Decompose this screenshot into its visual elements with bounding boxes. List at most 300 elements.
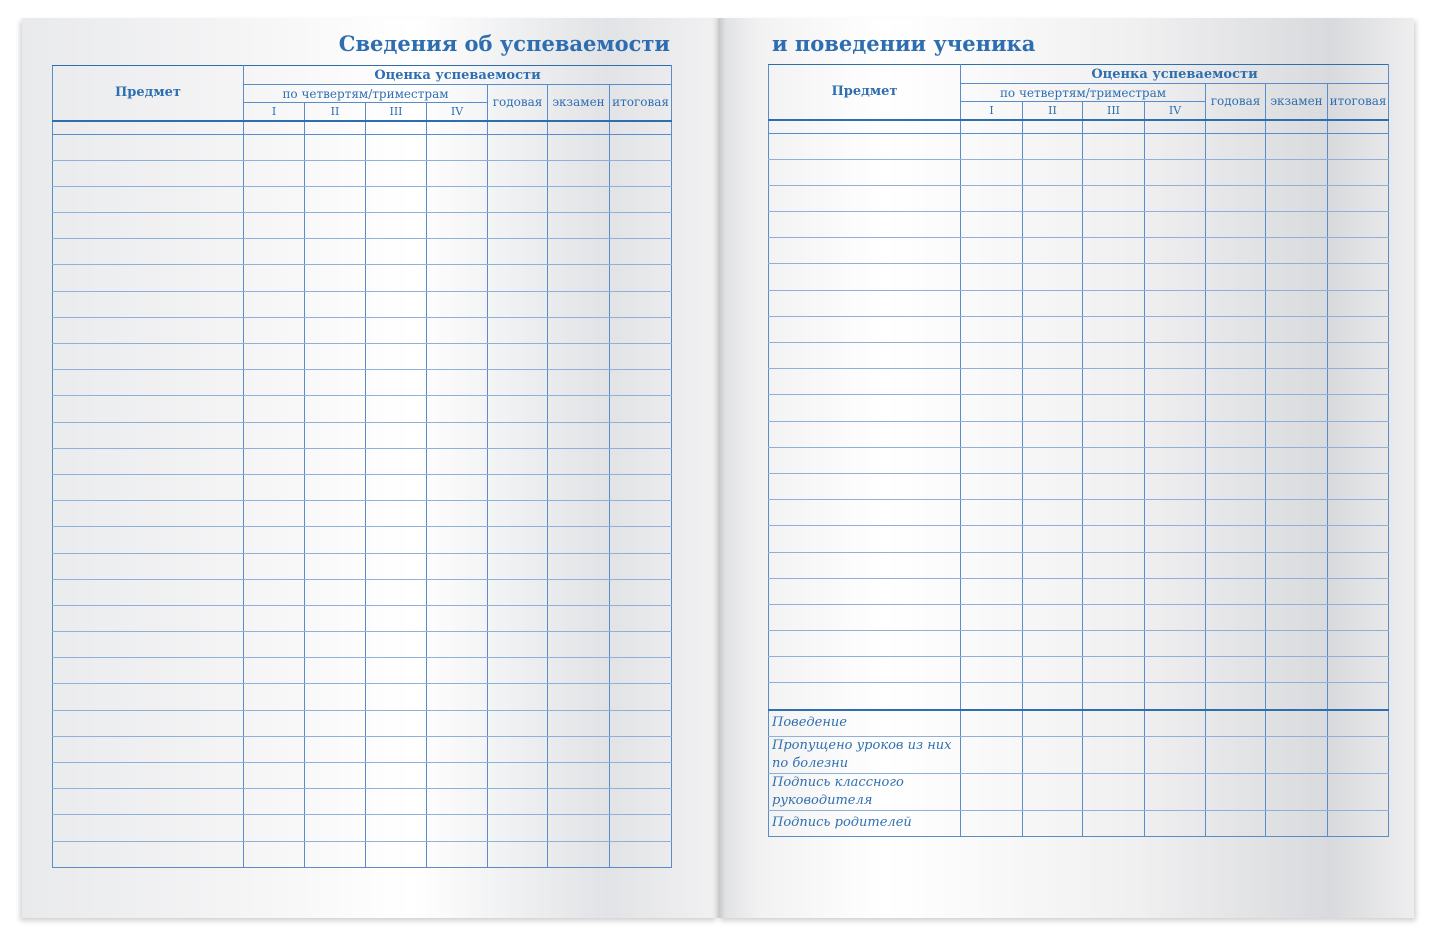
- grade-cell[interactable]: [1206, 133, 1266, 159]
- grade-cell[interactable]: [305, 553, 366, 579]
- grade-cell[interactable]: [488, 422, 548, 448]
- grade-cell[interactable]: [305, 684, 366, 710]
- grade-cell[interactable]: [427, 553, 488, 579]
- grade-cell[interactable]: [1145, 578, 1206, 604]
- grade-cell[interactable]: [1266, 185, 1328, 211]
- grade-cell[interactable]: [427, 684, 488, 710]
- grade-cell[interactable]: [961, 343, 1023, 369]
- grade-cell[interactable]: [366, 763, 427, 789]
- subject-cell[interactable]: [53, 789, 244, 815]
- grade-cell[interactable]: [610, 684, 672, 710]
- subject-cell[interactable]: [769, 264, 961, 290]
- grade-cell[interactable]: [1206, 238, 1266, 264]
- grade-cell[interactable]: [1266, 500, 1328, 526]
- grade-cell[interactable]: [1328, 238, 1389, 264]
- grade-cell[interactable]: [1328, 264, 1389, 290]
- grade-cell[interactable]: [548, 710, 610, 736]
- grade-cell[interactable]: [305, 291, 366, 317]
- grade-cell[interactable]: [1023, 552, 1083, 578]
- grade-cell[interactable]: [305, 134, 366, 160]
- grade-cell[interactable]: [244, 710, 305, 736]
- grade-cell[interactable]: [488, 763, 548, 789]
- subject-cell[interactable]: [53, 370, 244, 396]
- grade-cell[interactable]: [610, 789, 672, 815]
- subject-cell[interactable]: [769, 683, 961, 710]
- grade-cell[interactable]: [488, 736, 548, 762]
- grade-cell[interactable]: [1083, 238, 1145, 264]
- grade-cell[interactable]: [548, 239, 610, 265]
- subject-cell[interactable]: [53, 501, 244, 527]
- subject-cell[interactable]: [53, 710, 244, 736]
- grade-cell[interactable]: [961, 290, 1023, 316]
- grade-cell[interactable]: [244, 579, 305, 605]
- grade-cell[interactable]: [1023, 526, 1083, 552]
- grade-cell[interactable]: [427, 291, 488, 317]
- grade-cell[interactable]: [1266, 343, 1328, 369]
- grade-cell[interactable]: [488, 710, 548, 736]
- grade-cell[interactable]: [488, 815, 548, 841]
- grade-cell[interactable]: [366, 239, 427, 265]
- subject-cell[interactable]: [769, 526, 961, 552]
- grade-cell[interactable]: [961, 473, 1023, 499]
- grade-cell[interactable]: [548, 474, 610, 500]
- grade-cell[interactable]: [427, 789, 488, 815]
- grade-cell[interactable]: [1145, 526, 1206, 552]
- subject-cell[interactable]: [53, 841, 244, 867]
- grade-cell[interactable]: [961, 369, 1023, 395]
- grade-cell[interactable]: [548, 186, 610, 212]
- grade-cell[interactable]: [1266, 238, 1328, 264]
- grade-cell[interactable]: [488, 501, 548, 527]
- subject-cell[interactable]: [53, 815, 244, 841]
- grade-cell[interactable]: [488, 684, 548, 710]
- grade-cell[interactable]: [244, 134, 305, 160]
- grade-cell[interactable]: [1328, 657, 1389, 683]
- grade-cell[interactable]: [961, 657, 1023, 683]
- grade-cell[interactable]: [961, 500, 1023, 526]
- grade-cell[interactable]: [1266, 421, 1328, 447]
- grade-cell[interactable]: [366, 396, 427, 422]
- grade-cell[interactable]: [1145, 657, 1206, 683]
- grade-cell[interactable]: [427, 448, 488, 474]
- grade-cell[interactable]: [1206, 683, 1266, 710]
- grade-cell[interactable]: [610, 396, 672, 422]
- grade-cell[interactable]: [427, 265, 488, 291]
- subject-cell[interactable]: [53, 658, 244, 684]
- grade-cell[interactable]: [305, 370, 366, 396]
- grade-cell[interactable]: [488, 160, 548, 186]
- subject-cell[interactable]: [53, 344, 244, 370]
- grade-cell[interactable]: [305, 736, 366, 762]
- grade-cell[interactable]: [961, 604, 1023, 630]
- subject-cell[interactable]: [53, 317, 244, 343]
- grade-cell[interactable]: [244, 160, 305, 186]
- grade-cell[interactable]: [1266, 631, 1328, 657]
- grade-cell[interactable]: [548, 317, 610, 343]
- grade-cell[interactable]: [1328, 159, 1389, 185]
- grade-cell[interactable]: [1083, 604, 1145, 630]
- subject-cell[interactable]: [53, 579, 244, 605]
- grade-cell[interactable]: [610, 763, 672, 789]
- grade-cell[interactable]: [244, 789, 305, 815]
- grade-cell[interactable]: [488, 658, 548, 684]
- grade-cell[interactable]: [1206, 421, 1266, 447]
- grade-cell[interactable]: [1266, 710, 1328, 737]
- grade-cell[interactable]: [1206, 343, 1266, 369]
- grade-cell[interactable]: [427, 501, 488, 527]
- grade-cell[interactable]: [366, 370, 427, 396]
- grade-cell[interactable]: [488, 579, 548, 605]
- grade-cell[interactable]: [1083, 212, 1145, 238]
- grade-cell[interactable]: [305, 396, 366, 422]
- grade-cell[interactable]: [244, 422, 305, 448]
- subject-cell[interactable]: [769, 343, 961, 369]
- grade-cell[interactable]: [1023, 500, 1083, 526]
- grade-cell[interactable]: [1328, 552, 1389, 578]
- grade-cell[interactable]: [305, 344, 366, 370]
- grade-cell[interactable]: [488, 396, 548, 422]
- grade-cell[interactable]: [1328, 810, 1389, 836]
- grade-cell[interactable]: [1206, 710, 1266, 737]
- grade-cell[interactable]: [366, 134, 427, 160]
- grade-cell[interactable]: [1328, 604, 1389, 630]
- grade-cell[interactable]: [244, 501, 305, 527]
- grade-cell[interactable]: [1266, 773, 1328, 810]
- grade-cell[interactable]: [1023, 185, 1083, 211]
- subject-cell[interactable]: [53, 684, 244, 710]
- grade-cell[interactable]: [1023, 810, 1083, 836]
- grade-cell[interactable]: [1328, 369, 1389, 395]
- grade-cell[interactable]: [961, 212, 1023, 238]
- subject-cell[interactable]: [769, 159, 961, 185]
- grade-cell[interactable]: [305, 841, 366, 867]
- grade-cell[interactable]: [1083, 773, 1145, 810]
- grade-cell[interactable]: [305, 501, 366, 527]
- grade-cell[interactable]: [1328, 578, 1389, 604]
- grade-cell[interactable]: [1145, 447, 1206, 473]
- grade-cell[interactable]: [244, 474, 305, 500]
- grade-cell[interactable]: [488, 474, 548, 500]
- grade-cell[interactable]: [1206, 212, 1266, 238]
- grade-cell[interactable]: [488, 553, 548, 579]
- grade-cell[interactable]: [427, 474, 488, 500]
- grade-cell[interactable]: [488, 527, 548, 553]
- grade-cell[interactable]: [1266, 526, 1328, 552]
- grade-cell[interactable]: [1023, 290, 1083, 316]
- grade-cell[interactable]: [1206, 316, 1266, 342]
- grade-cell[interactable]: [548, 160, 610, 186]
- subject-cell[interactable]: [53, 553, 244, 579]
- grade-cell[interactable]: [244, 370, 305, 396]
- grade-cell[interactable]: [488, 789, 548, 815]
- grade-cell[interactable]: [427, 815, 488, 841]
- grade-cell[interactable]: [1023, 343, 1083, 369]
- grade-cell[interactable]: [1328, 473, 1389, 499]
- grade-cell[interactable]: [244, 763, 305, 789]
- grade-cell[interactable]: [1206, 159, 1266, 185]
- subject-cell[interactable]: [769, 578, 961, 604]
- grade-cell[interactable]: [244, 344, 305, 370]
- grade-cell[interactable]: [1023, 736, 1083, 773]
- grade-cell[interactable]: [610, 344, 672, 370]
- grade-cell[interactable]: [1023, 212, 1083, 238]
- grade-cell[interactable]: [1328, 316, 1389, 342]
- grade-cell[interactable]: [366, 448, 427, 474]
- subject-cell[interactable]: [53, 160, 244, 186]
- subject-cell[interactable]: [769, 421, 961, 447]
- grade-cell[interactable]: [1145, 264, 1206, 290]
- grade-cell[interactable]: [1266, 657, 1328, 683]
- grade-cell[interactable]: [366, 579, 427, 605]
- grade-cell[interactable]: [488, 448, 548, 474]
- grade-cell[interactable]: [1266, 290, 1328, 316]
- grade-cell[interactable]: [488, 605, 548, 631]
- grade-cell[interactable]: [305, 658, 366, 684]
- grade-cell[interactable]: [1083, 369, 1145, 395]
- grade-cell[interactable]: [1328, 421, 1389, 447]
- grade-cell[interactable]: [366, 684, 427, 710]
- grade-cell[interactable]: [610, 239, 672, 265]
- grade-cell[interactable]: [1145, 238, 1206, 264]
- grade-cell[interactable]: [305, 527, 366, 553]
- grade-cell[interactable]: [1023, 710, 1083, 737]
- grade-cell[interactable]: [1023, 133, 1083, 159]
- grade-cell[interactable]: [1266, 395, 1328, 421]
- grade-cell[interactable]: [305, 632, 366, 658]
- grade-cell[interactable]: [1083, 159, 1145, 185]
- grade-cell[interactable]: [427, 605, 488, 631]
- grade-cell[interactable]: [1206, 185, 1266, 211]
- grade-cell[interactable]: [1328, 133, 1389, 159]
- grade-cell[interactable]: [427, 422, 488, 448]
- grade-cell[interactable]: [610, 841, 672, 867]
- grade-cell[interactable]: [548, 789, 610, 815]
- grade-cell[interactable]: [961, 736, 1023, 773]
- grade-cell[interactable]: [488, 632, 548, 658]
- grade-cell[interactable]: [427, 579, 488, 605]
- grade-cell[interactable]: [548, 501, 610, 527]
- grade-cell[interactable]: [1206, 264, 1266, 290]
- grade-cell[interactable]: [548, 448, 610, 474]
- grade-cell[interactable]: [548, 658, 610, 684]
- grade-cell[interactable]: [305, 448, 366, 474]
- grade-cell[interactable]: [366, 841, 427, 867]
- grade-cell[interactable]: [488, 841, 548, 867]
- grade-cell[interactable]: [427, 658, 488, 684]
- grade-cell[interactable]: [1023, 159, 1083, 185]
- grade-cell[interactable]: [1083, 710, 1145, 737]
- grade-cell[interactable]: [1266, 159, 1328, 185]
- grade-cell[interactable]: [305, 160, 366, 186]
- subject-cell[interactable]: [769, 473, 961, 499]
- grade-cell[interactable]: [610, 474, 672, 500]
- grade-cell[interactable]: [427, 317, 488, 343]
- grade-cell[interactable]: [305, 579, 366, 605]
- grade-cell[interactable]: [548, 605, 610, 631]
- grade-cell[interactable]: [244, 527, 305, 553]
- grade-cell[interactable]: [610, 527, 672, 553]
- grade-cell[interactable]: [1145, 343, 1206, 369]
- subject-cell[interactable]: [769, 447, 961, 473]
- grade-cell[interactable]: [244, 186, 305, 212]
- grade-cell[interactable]: [488, 213, 548, 239]
- grade-cell[interactable]: [548, 553, 610, 579]
- grade-cell[interactable]: [244, 841, 305, 867]
- grade-cell[interactable]: [1023, 264, 1083, 290]
- grade-cell[interactable]: [366, 265, 427, 291]
- grade-cell[interactable]: [1206, 290, 1266, 316]
- grade-cell[interactable]: [305, 317, 366, 343]
- grade-cell[interactable]: [488, 370, 548, 396]
- grade-cell[interactable]: [427, 239, 488, 265]
- grade-cell[interactable]: [244, 317, 305, 343]
- grade-cell[interactable]: [548, 265, 610, 291]
- grade-cell[interactable]: [548, 736, 610, 762]
- grade-cell[interactable]: [1206, 447, 1266, 473]
- grade-cell[interactable]: [305, 239, 366, 265]
- grade-cell[interactable]: [366, 710, 427, 736]
- grade-cell[interactable]: [548, 291, 610, 317]
- grade-cell[interactable]: [610, 317, 672, 343]
- grade-cell[interactable]: [427, 527, 488, 553]
- grade-cell[interactable]: [1083, 683, 1145, 710]
- grade-cell[interactable]: [961, 552, 1023, 578]
- grade-cell[interactable]: [961, 185, 1023, 211]
- grade-cell[interactable]: [1266, 810, 1328, 836]
- grade-cell[interactable]: [305, 213, 366, 239]
- grade-cell[interactable]: [1023, 631, 1083, 657]
- grade-cell[interactable]: [1206, 810, 1266, 836]
- grade-cell[interactable]: [548, 579, 610, 605]
- grade-cell[interactable]: [1023, 316, 1083, 342]
- grade-cell[interactable]: [548, 527, 610, 553]
- grade-cell[interactable]: [610, 605, 672, 631]
- grade-cell[interactable]: [961, 159, 1023, 185]
- grade-cell[interactable]: [961, 447, 1023, 473]
- grade-cell[interactable]: [1083, 552, 1145, 578]
- grade-cell[interactable]: [1145, 185, 1206, 211]
- grade-cell[interactable]: [1023, 238, 1083, 264]
- grade-cell[interactable]: [1266, 683, 1328, 710]
- grade-cell[interactable]: [427, 763, 488, 789]
- grade-cell[interactable]: [366, 605, 427, 631]
- subject-cell[interactable]: [53, 134, 244, 160]
- grade-cell[interactable]: [305, 710, 366, 736]
- grade-cell[interactable]: [610, 265, 672, 291]
- grade-cell[interactable]: [1083, 185, 1145, 211]
- grade-cell[interactable]: [1023, 683, 1083, 710]
- grade-cell[interactable]: [1266, 473, 1328, 499]
- grade-cell[interactable]: [1023, 369, 1083, 395]
- grade-cell[interactable]: [1083, 578, 1145, 604]
- grade-cell[interactable]: [366, 632, 427, 658]
- grade-cell[interactable]: [548, 763, 610, 789]
- grade-cell[interactable]: [244, 213, 305, 239]
- grade-cell[interactable]: [488, 291, 548, 317]
- subject-cell[interactable]: [769, 552, 961, 578]
- grade-cell[interactable]: [366, 317, 427, 343]
- subject-cell[interactable]: [53, 632, 244, 658]
- grade-cell[interactable]: [1206, 526, 1266, 552]
- grade-cell[interactable]: [1328, 631, 1389, 657]
- grade-cell[interactable]: [1328, 773, 1389, 810]
- grade-cell[interactable]: [1083, 526, 1145, 552]
- subject-cell[interactable]: [53, 448, 244, 474]
- grade-cell[interactable]: [548, 684, 610, 710]
- grade-cell[interactable]: [1145, 421, 1206, 447]
- grade-cell[interactable]: [1023, 657, 1083, 683]
- grade-cell[interactable]: [1083, 631, 1145, 657]
- grade-cell[interactable]: [366, 658, 427, 684]
- grade-cell[interactable]: [1206, 395, 1266, 421]
- grade-cell[interactable]: [1266, 604, 1328, 630]
- grade-cell[interactable]: [244, 265, 305, 291]
- subject-cell[interactable]: [53, 422, 244, 448]
- grade-cell[interactable]: [961, 710, 1023, 737]
- grade-cell[interactable]: [427, 370, 488, 396]
- grade-cell[interactable]: [961, 238, 1023, 264]
- grade-cell[interactable]: [610, 448, 672, 474]
- grade-cell[interactable]: [366, 160, 427, 186]
- grade-cell[interactable]: [427, 213, 488, 239]
- grade-cell[interactable]: [427, 632, 488, 658]
- subject-cell[interactable]: [53, 265, 244, 291]
- subject-cell[interactable]: [53, 736, 244, 762]
- grade-cell[interactable]: [1328, 526, 1389, 552]
- grade-cell[interactable]: [961, 395, 1023, 421]
- grade-cell[interactable]: [366, 422, 427, 448]
- grade-cell[interactable]: [366, 344, 427, 370]
- grade-cell[interactable]: [1328, 500, 1389, 526]
- grade-cell[interactable]: [961, 578, 1023, 604]
- grade-cell[interactable]: [427, 710, 488, 736]
- grade-cell[interactable]: [1023, 395, 1083, 421]
- grade-cell[interactable]: [1266, 552, 1328, 578]
- grade-cell[interactable]: [1023, 773, 1083, 810]
- subject-cell[interactable]: [769, 395, 961, 421]
- grade-cell[interactable]: [366, 736, 427, 762]
- grade-cell[interactable]: [610, 501, 672, 527]
- grade-cell[interactable]: [1328, 447, 1389, 473]
- grade-cell[interactable]: [1328, 710, 1389, 737]
- grade-cell[interactable]: [1145, 810, 1206, 836]
- grade-cell[interactable]: [1145, 212, 1206, 238]
- grade-cell[interactable]: [1145, 290, 1206, 316]
- grade-cell[interactable]: [366, 815, 427, 841]
- grade-cell[interactable]: [1206, 736, 1266, 773]
- grade-cell[interactable]: [1266, 578, 1328, 604]
- grade-cell[interactable]: [1083, 421, 1145, 447]
- grade-cell[interactable]: [961, 773, 1023, 810]
- grade-cell[interactable]: [1023, 473, 1083, 499]
- grade-cell[interactable]: [610, 658, 672, 684]
- grade-cell[interactable]: [1206, 773, 1266, 810]
- grade-cell[interactable]: [548, 370, 610, 396]
- grade-cell[interactable]: [1266, 447, 1328, 473]
- grade-cell[interactable]: [1266, 369, 1328, 395]
- grade-cell[interactable]: [488, 317, 548, 343]
- grade-cell[interactable]: [366, 501, 427, 527]
- grade-cell[interactable]: [610, 160, 672, 186]
- subject-cell[interactable]: [769, 604, 961, 630]
- grade-cell[interactable]: [610, 291, 672, 317]
- grade-cell[interactable]: [244, 658, 305, 684]
- grade-cell[interactable]: [1023, 604, 1083, 630]
- grade-cell[interactable]: [1206, 473, 1266, 499]
- grade-cell[interactable]: [1328, 736, 1389, 773]
- grade-cell[interactable]: [610, 422, 672, 448]
- grade-cell[interactable]: [366, 527, 427, 553]
